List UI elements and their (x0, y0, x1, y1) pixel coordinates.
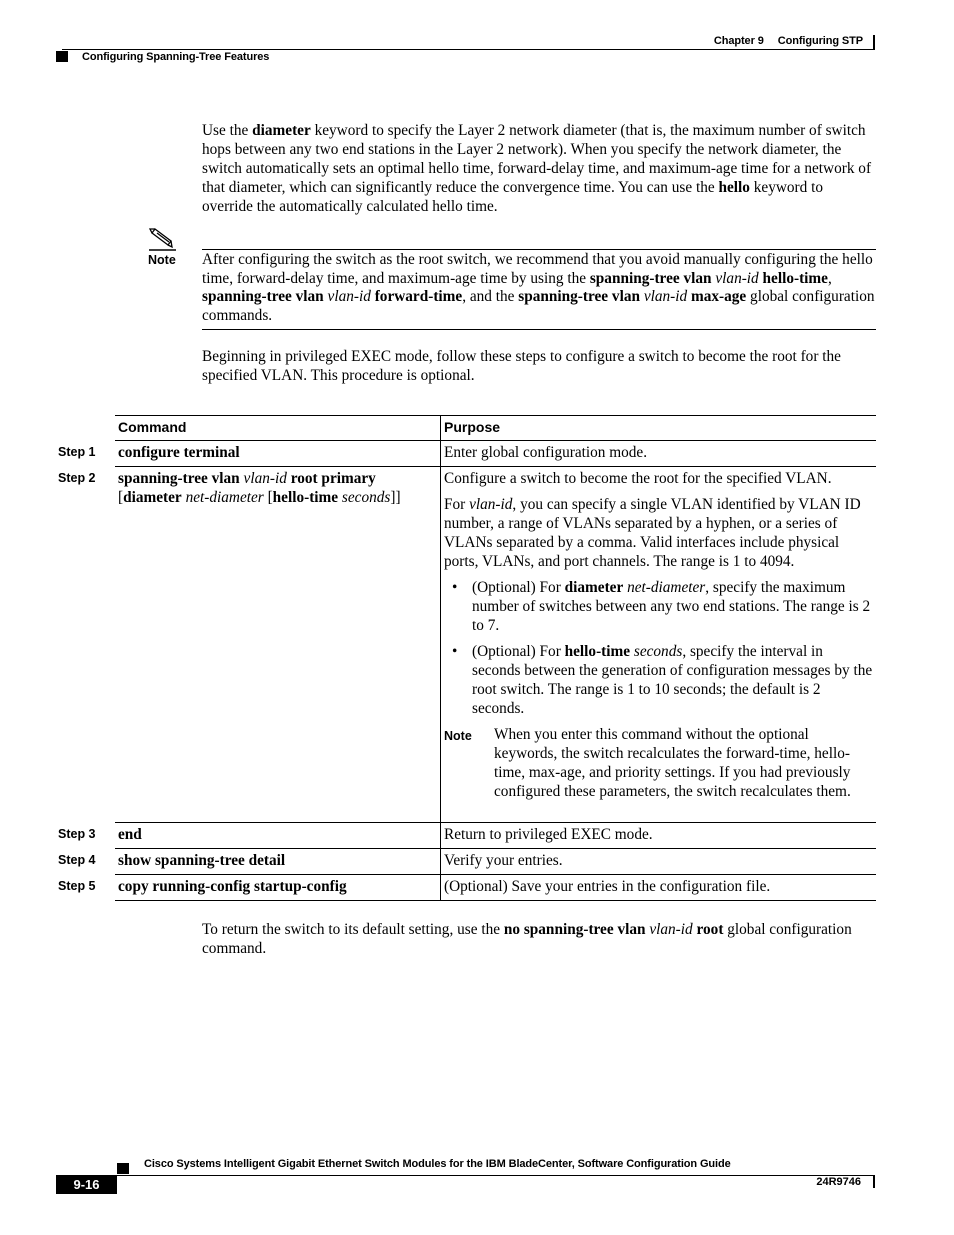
purpose-bullet-diameter: • (Optional) For diameter net-diameter, specify the maximum number of switches between any two end stations. The range is 2 to 7. (452, 579, 871, 634)
footer-rule (62, 1175, 875, 1176)
header-rule (62, 49, 875, 50)
table-rule (115, 466, 876, 467)
step-label: Step 4 (58, 853, 96, 867)
step-label: Step 5 (58, 879, 96, 893)
step-purpose: Enter global configuration mode. (444, 444, 648, 461)
procedure-intro: Beginning in privileged EXEC mode, follow these steps to configure a switch to become the root for the specified VLAN. This procedure is optional. (202, 348, 841, 384)
footer-marker (117, 1163, 129, 1174)
step-command: show spanning-tree detail (118, 852, 286, 869)
table-column-divider (440, 415, 441, 901)
step-command: copy running-config startup-config (118, 878, 347, 895)
intro-paragraph: Use the diameter keyword to specify the Layer 2 network diameter (that is, the maximum number of switch hops between any two end stations in the Layer 2 network). When you specify the network diameter, the switch automatically sets an optimal hello time, forward-delay time, and maximum-age time for a network of that diameter, which can significantly reduce the convergence time. You can use the hello keyword to override the automatically calculated hello time. (202, 122, 872, 215)
step-label: Step 2 (58, 471, 96, 485)
step-purpose: Verify your entries. (444, 852, 563, 869)
purpose-summary: Configure a switch to become the root for the specified VLAN. (444, 470, 832, 487)
pencil-note-icon (146, 226, 178, 252)
note-rule-bottom (202, 329, 876, 330)
chapter-title: Configuring STP (777, 35, 863, 47)
page-number: 9-16 (56, 1175, 117, 1194)
chapter-number: Chapter 9 (713, 35, 764, 47)
table-rule (115, 848, 876, 849)
step-label: Step 3 (58, 827, 96, 841)
bullet-icon: • (452, 579, 458, 596)
step-purpose (444, 469, 874, 801)
document-number: 24R9746 (816, 1176, 861, 1188)
inline-note-text: When you enter this command without the optional keywords, the switch recalculates the forward-time, hello-time, max-age, and priority settings. If you had previously configured these parameters, the switch recalculates them. (494, 726, 851, 800)
header-marker (56, 51, 68, 62)
note-rule-top (202, 249, 876, 250)
section-title: Configuring Spanning-Tree Features (82, 51, 270, 63)
bullet-icon: • (452, 643, 458, 660)
table-rule (115, 415, 876, 416)
purpose-vlan-id: For vlan-id, you can specify a single VLAN identified by VLAN ID number, a range of VLANs separated by a hyphen, or a series of VLANs separated by a comma. Valid interfaces include physical ports, VLANs, and port channels. The range is 1 to 4094. (444, 496, 861, 570)
step-command: end (118, 826, 142, 843)
step-command: spanning-tree vlan vlan-id root primary [diameter net-diameter [hello-time seconds]] (118, 470, 401, 506)
table-rule (115, 900, 876, 901)
step-label: Step 1 (58, 445, 96, 459)
closing-paragraph: To return the switch to its default setting, use the no spanning-tree vlan vlan-id root global configuration command. (202, 921, 852, 957)
step-command: configure terminal (118, 444, 240, 461)
footer-bar (873, 1175, 875, 1188)
inline-note-label: Note (444, 729, 472, 743)
step-purpose: (Optional) Save your entries in the configuration file. (444, 878, 771, 895)
column-header-purpose: Purpose (444, 419, 501, 435)
step-purpose: Return to privileged EXEC mode. (444, 826, 653, 843)
header-bar (873, 35, 875, 49)
note-label: Note (148, 253, 176, 267)
purpose-bullet-hello-time: • (Optional) For hello-time seconds, specify the interval in seconds between the generation of configuration messages by the root switch. The range is 1 to 10 seconds; the default is 2 seconds. (452, 643, 873, 717)
table-rule (115, 440, 876, 441)
inline-note (444, 725, 874, 801)
table-rule (115, 874, 876, 875)
footer-book-title: Cisco Systems Intelligent Gigabit Ethernet Switch Modules for the IBM BladeCenter, Software Configuration Guide (144, 1158, 731, 1170)
column-header-command: Command (118, 419, 187, 435)
table-rule (115, 822, 876, 823)
note-text: After configuring the switch as the root switch, we recommend that you avoid manually configuring the hello time, forward-delay time, and maximum-age time by using the spanning-tree vlan vlan-id hello-time, spanning-tree vlan vlan-id forward-time, and the spanning-tree vlan vlan-id max-age global configuration commands. (202, 251, 875, 324)
running-header (714, 35, 863, 47)
